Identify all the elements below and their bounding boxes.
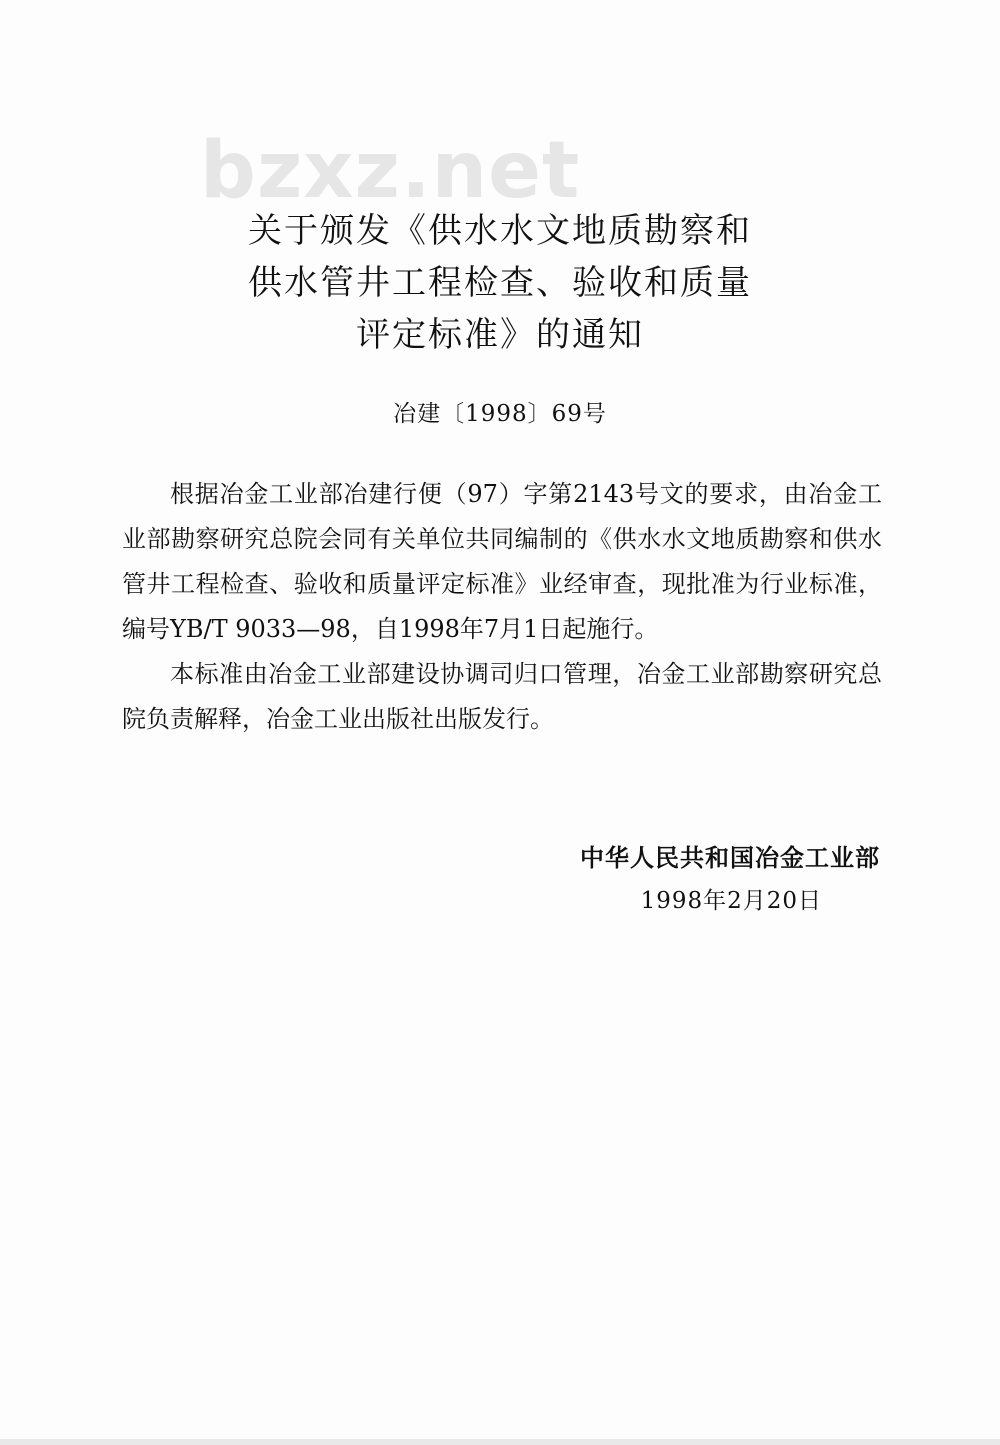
watermark: bzxz.net bbox=[200, 126, 581, 216]
title-line: 供水管井工程检查、验收和质量 bbox=[248, 263, 752, 303]
title-line: 评定标准》的通知 bbox=[356, 315, 644, 355]
document-number: 冶建〔1998〕69号 bbox=[393, 401, 607, 427]
notice-title bbox=[0, 205, 1000, 361]
issuing-authority: 中华人民共和国冶金工业部 bbox=[580, 844, 880, 872]
notice-body bbox=[122, 472, 882, 742]
page-bottom-edge bbox=[0, 1439, 1000, 1445]
title-line: 关于颁发《供水水文地质勘察和 bbox=[248, 211, 752, 251]
issue-date: 1998年2月20日 bbox=[640, 888, 822, 914]
body-paragraph: 根据冶金工业部冶建行便（97）字第2143号文的要求，由冶金工业部勘察研究总院会同有关单位共同编制的《供水水文地质勘察和供水管井工程检查、验收和质量评定标准》业经审查，现批准为行业标准，编号YB/T 9033—98，自1998年7月1日起施行。 bbox=[122, 480, 882, 643]
body-paragraph: 本标准由冶金工业部建设协调司归口管理，冶金工业部勘察研究总院负责解释，冶金工业出版社出版发行。 bbox=[122, 660, 882, 733]
